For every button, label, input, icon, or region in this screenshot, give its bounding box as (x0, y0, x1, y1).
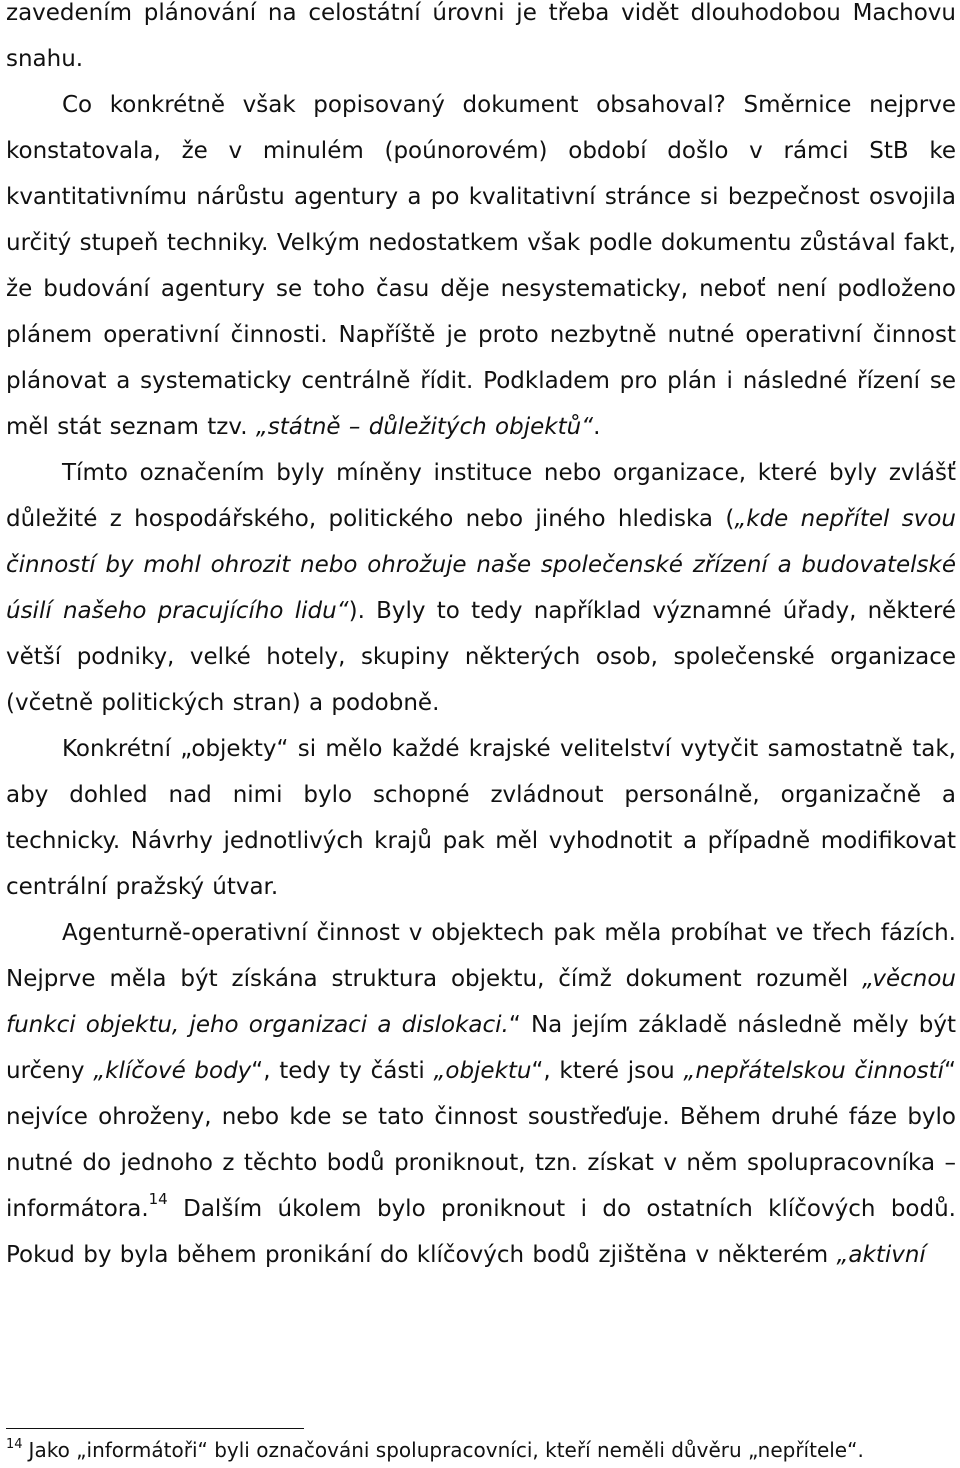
footnote-divider (6, 1428, 304, 1429)
document-body (6, 0, 956, 1278)
paragraph-4-text: Konkrétní „objekty“ si mělo každé krajské velitelství vytyčit samostatně tak, aby dohled nad nimi bylo schopné zvládnout personálně, organizačně a technicky. Návrhy jednotlivých krajů pak měl vyhodnotit a případně modifikovat centrální pražský útvar. (6, 736, 956, 900)
paragraph-2 (6, 82, 956, 450)
footnote (6, 1434, 956, 1466)
paragraph-5-text-2: “ Na jejím základě následně měly být určeny (6, 1012, 956, 1084)
paragraph-5-text-6: Dalším úkolem bylo proniknout i do ostatních klíčových bodů. Pokud by byla během pronikání do klíčových bodů zjištěna v některém (6, 1196, 956, 1268)
paragraph-5-text-4: “, které jsou (531, 1058, 684, 1084)
paragraph-5-quote-2: „klíčové body (93, 1058, 252, 1084)
paragraph-3-end: ). Byly to tedy například významné úřady, některé větší podniky, velké hotely, skupiny některých osob, společenské organizace (včetně politických stran) a podobně. (6, 598, 956, 716)
paragraph-5-text-3: “, tedy ty části (251, 1058, 434, 1084)
paragraph-2-italic-term: „státně – důležitých objektů“ (255, 414, 594, 440)
footnote-number: 14 (6, 1437, 23, 1452)
paragraph-5-quote-4: „nepřátelskou činností (683, 1058, 945, 1084)
paragraph-2-end: . (593, 414, 601, 440)
paragraph-3 (6, 450, 956, 726)
paragraph-5-text-5: “ nejvíce ohroženy, nebo kde se tato činnost soustřeďuje. Během druhé fáze bylo nutné do jednoho z těchto bodů proniknout, tzn. získat v něm spolupracovníka – informátora. (6, 1058, 956, 1222)
paragraph-5-text: Agenturně-operativní činnost v objektech pak měla probíhat ve třech fázích. Nejprve měla být získána struktura objektu, čímž dokument rozuměl (6, 920, 956, 992)
paragraph-3-quote: „kde nepřítel svou činností by mohl ohrozit nebo ohrožuje naše společenské zřízení a budovatelské úsilí našeho pracujícího lidu“ (6, 506, 956, 624)
paragraph-5-quote-3: „objektu (433, 1058, 532, 1084)
paragraph-2-text: Co konkrétně však popisovaný dokument obsahoval? Směrnice nejprve konstatovala, že v minulém (poúnorovém) období došlo v rámci StB ke kvantitativnímu nárůstu agentury a po kvalitativní stránce si bezpečnost osvojila určitý stupeň techniky. Velkým nedostatkem však podle dokumentu zůstával fakt, že budování agentury se toho času děje nesystematicky, neboť není podloženo plánem operativní činnosti. Napříště je proto nezbytně nutné operativní činnost plánovat a systematicky centrálně řídit. Podkladem pro plán i následné řízení se měl stát seznam tzv. (6, 92, 956, 440)
paragraph-1-text: zavedením plánování na celostátní úrovni je třeba vidět dlouhodobou Machovu snahu. (6, 0, 956, 72)
footnote-text: Jako „informátoři“ byli označováni spolupracovníci, kteří neměli důvěru „nepřítele“. (28, 1438, 864, 1462)
paragraph-4 (6, 726, 956, 910)
paragraph-5 (6, 910, 956, 1278)
footnote-reference[interactable]: 14 (148, 1190, 168, 1208)
paragraph-5-quote-1: „věcnou funkci objektu, jeho organizaci a dislokaci. (6, 966, 956, 1038)
paragraph-3-text: Tímto označením byly míněny instituce nebo organizace, které byly zvlášť důležité z hospodářského, politického nebo jiného hlediska ( (6, 460, 956, 532)
paragraph-1 (6, 0, 956, 82)
paragraph-5-quote-5: „aktivní (836, 1242, 926, 1268)
